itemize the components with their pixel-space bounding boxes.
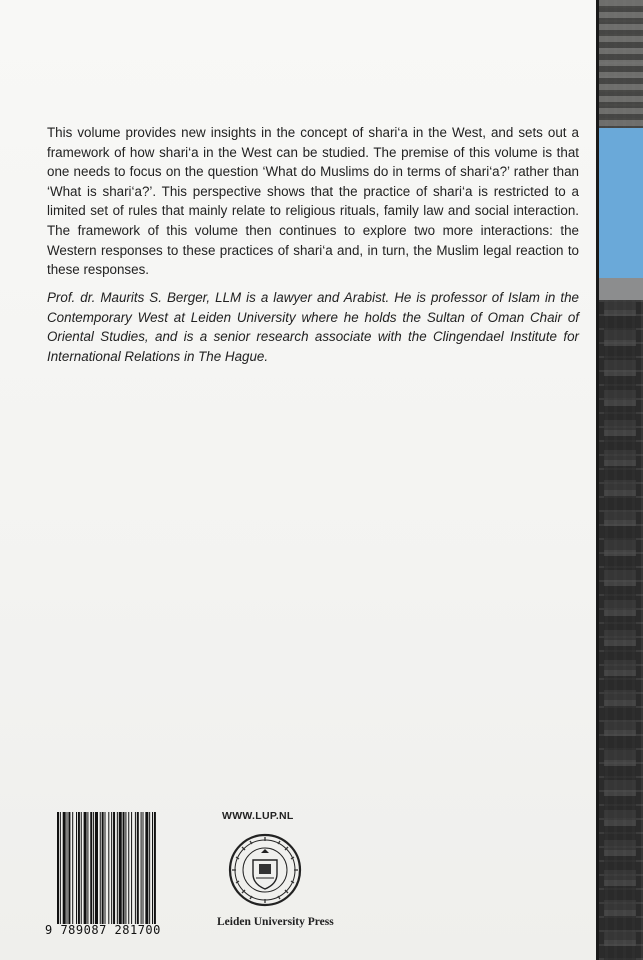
spine-blue-band [596,128,643,278]
isbn-number: 9 789087 281700 [45,923,161,937]
spine-grey-band [596,278,643,300]
spine-texture [604,300,636,960]
spine-top-band [596,0,643,128]
spine-edge [596,0,599,960]
book-description: This volume provides new insights in the concept of shari‘a in the West, and sets out a framework of how shari‘a in the West can be studied. The premise of this volume is that one needs to focus on the question ‘What do Muslims do in terms of shari‘a?’ rather than ‘What is shari‘a?’. This perspective shows that the practice of shari‘a is restricted to a limited set of rules that mainly relate to religious rituals, family law and social interaction. The framework of this volume then continues to explore two more interactions: the Western responses to these practices of shari‘a and, in turn, the Muslim legal reaction to these responses. [47,125,579,278]
publisher-name: Leiden University Press [217,916,334,928]
publisher-website[interactable]: WWW.LUP.NL [222,810,294,822]
isbn-barcode [57,812,185,924]
university-seal-icon [228,833,302,907]
author-bio: Prof. dr. Maurits S. Berger, LLM is a lawyer and Arabist. He is professor of Islam in the Contemporary West at Leiden University where he holds the Sultan of Oman Chair of Oriental Studies, and is a senior research associate with the Clingendael Institute for International Relations in The Hague. [47,290,579,364]
